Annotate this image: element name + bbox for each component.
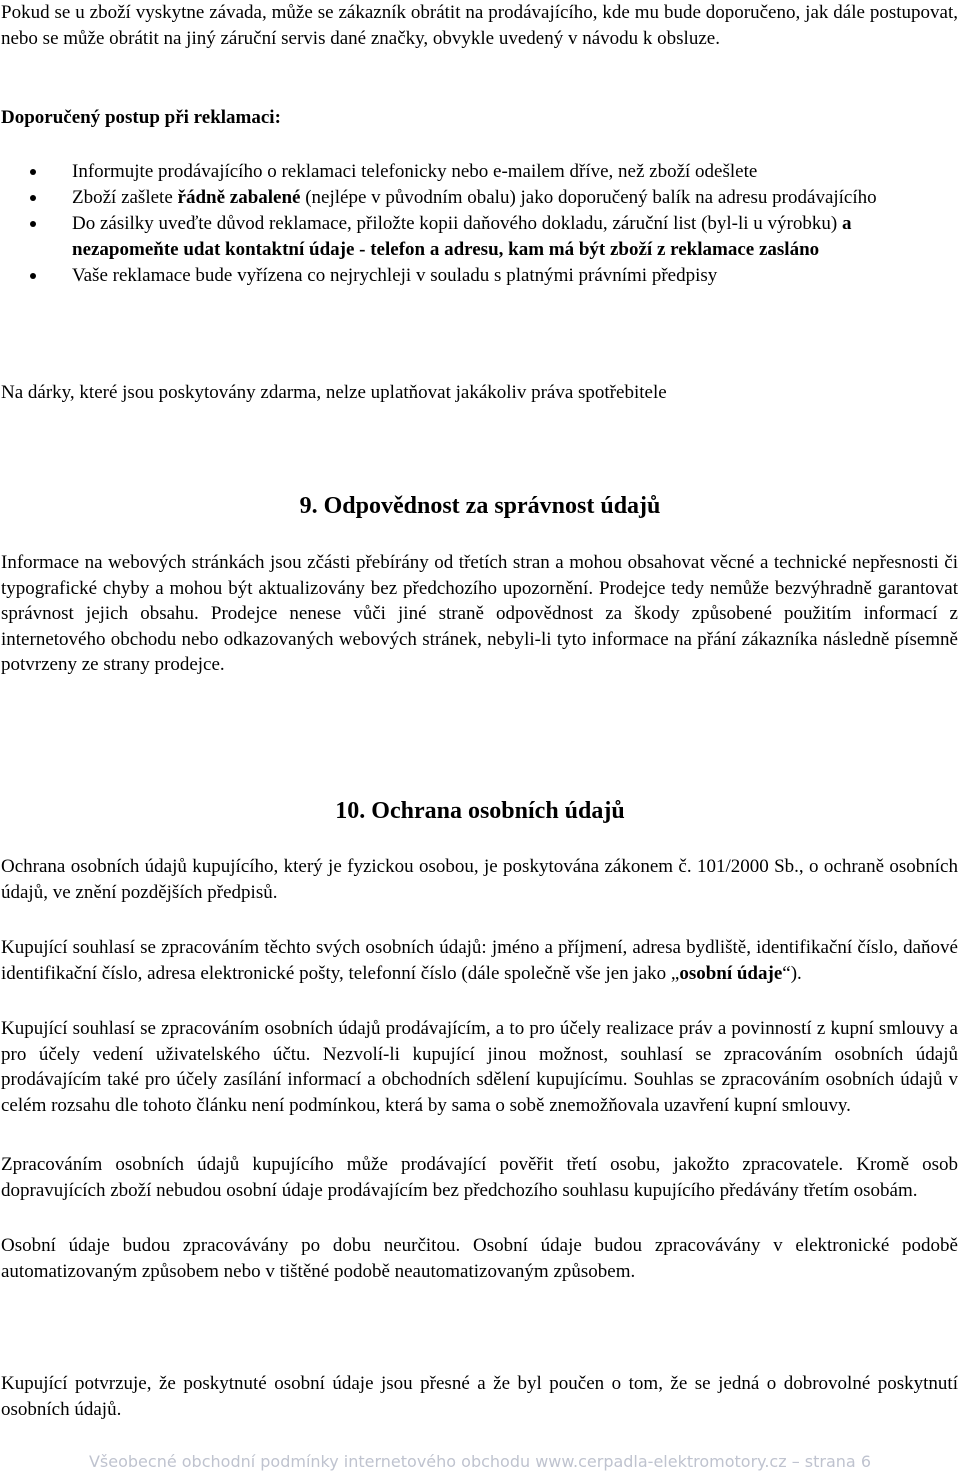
section-10-paragraph-1: Ochrana osobních údajů kupujícího, který je fyzickou osobou, je poskytována zákonem č. 101/2000 Sb., o ochraně osobních údajů, ve znění pozdějších předpisů.	[1, 856, 958, 903]
page-footer: Všeobecné obchodní podmínky internetového obchodu www.cerpadla-elektromotory.cz – strana 6	[88, 1452, 871, 1471]
emphasis-text: řádně zabalené	[177, 187, 301, 208]
emphasis-text: a nezapomeňte udat kontaktní údaje - telefon a adresu, kam má být zboží z reklamace zasláno	[72, 213, 852, 260]
section-9-paragraph: Informace na webových stránkách jsou zčásti přebírány od třetích stran a mohou obsahovat věcné a technické nepřesnosti či typografické chyby a mohou být aktualizovány bez předchozího upozornění. Prodejce tedy nemůže bezvýhradně garantovat správnost jejich obsahu. Prodejce nenese vůči jiné straně odpovědnost za škody způsobené použitím informací z internetového obchodu nebo odkazovaných webových stránek, nebyli-li tyto informace na přání zákazníka následně písemně potvrzeny ze strany prodejce.	[1, 552, 958, 675]
list-item	[0, 263, 958, 289]
claims-heading: Doporučený postup při reklamaci:	[1, 107, 281, 128]
section-10-paragraph-5: Osobní údaje budou zpracovávány po dobu neurčitou. Osobní údaje budou zpracovávány v elektronické podobě automatizovaným způsobem nebo v tištěné podobě neautomatizovaným způsobem.	[1, 1235, 958, 1282]
list-item	[0, 159, 958, 185]
gifts-note: Na dárky, které jsou poskytovány zdarma, nelze uplatňovat jakákoliv práva spotřebitele	[1, 382, 667, 403]
section-10-paragraph-6: Kupující potvrzuje, že poskytnuté osobní údaje jsou přesné a že byl poučen o tom, že se jedná o dobrovolné poskytnutí osobních údajů.	[1, 1373, 958, 1420]
emphasis-text: osobní údaje	[679, 962, 783, 984]
section-10-paragraph-2: Kupující souhlasí se zpracováním těchto svých osobních údajů: jméno a příjmení, adresa bydliště, identifikační číslo, daňové identifikační číslo, adresa elektronické pošty, telefonní číslo (dále společně vše jen jako „osobní údaje“).	[1, 937, 958, 984]
list-item: Do zásilky uveďte důvod reklamace, přiložte kopii daňového dokladu, záruční list (byl-li u výrobku) a nezapomeňte udat kontaktní údaje - telefon a adresu, kam má být zboží z reklamace zasláno	[0, 211, 958, 263]
section-10-title: 10. Ochrana osobních údajů	[335, 798, 625, 824]
section-10-paragraph-3: Kupující souhlasí se zpracováním osobních údajů prodávajícím, a to pro účely realizace práv a povinností z kupní smlouvy a pro účely vedení uživatelského účtu. Nezvolí-li kupující jinou možnost, souhlasí se zpracováním osobních údajů prodávajícím také pro účely zasílání informací a obchodních sdělení kupujícímu. Souhlas se zpracováním osobních údajů v celém rozsahu dle tohoto článku není podmínkou, která by sama o sobě znemožňovala uzavření kupní smlouvy.	[1, 1018, 958, 1116]
intro-paragraph: Pokud se u zboží vyskytne závada, může se zákazník obrátit na prodávajícího, kde mu bude doporučeno, jak dále postupovat, nebo se může obrátit na jiný záruční servis dané značky, obvykle uvedený v návodu k obsluze.	[1, 2, 958, 49]
section-10-paragraph-4: Zpracováním osobních údajů kupujícího může prodávající pověřit třetí osobu, jakožto zpracovatele. Kromě osob dopravujících zboží nebudou osobní údaje prodávajícím bez předchozího souhlasu kupujícího předávány třetím osobám.	[1, 1154, 958, 1201]
list-item-text: Informujte prodávajícího o reklamaci telefonicky nebo e-mailem dříve, než zboží odešlete	[72, 161, 758, 182]
section-9-title: 9. Odpovědnost za správnost údajů	[299, 493, 661, 519]
claims-list	[0, 159, 958, 289]
list-item-text: Vaše reklamace bude vyřízena co nejrychleji v souladu s platnými právními předpisy	[72, 265, 718, 286]
list-item: Zboží zašlete řádně zabalené (nejlépe v původním obalu) jako doporučený balík na adresu prodávajícího	[0, 185, 958, 211]
